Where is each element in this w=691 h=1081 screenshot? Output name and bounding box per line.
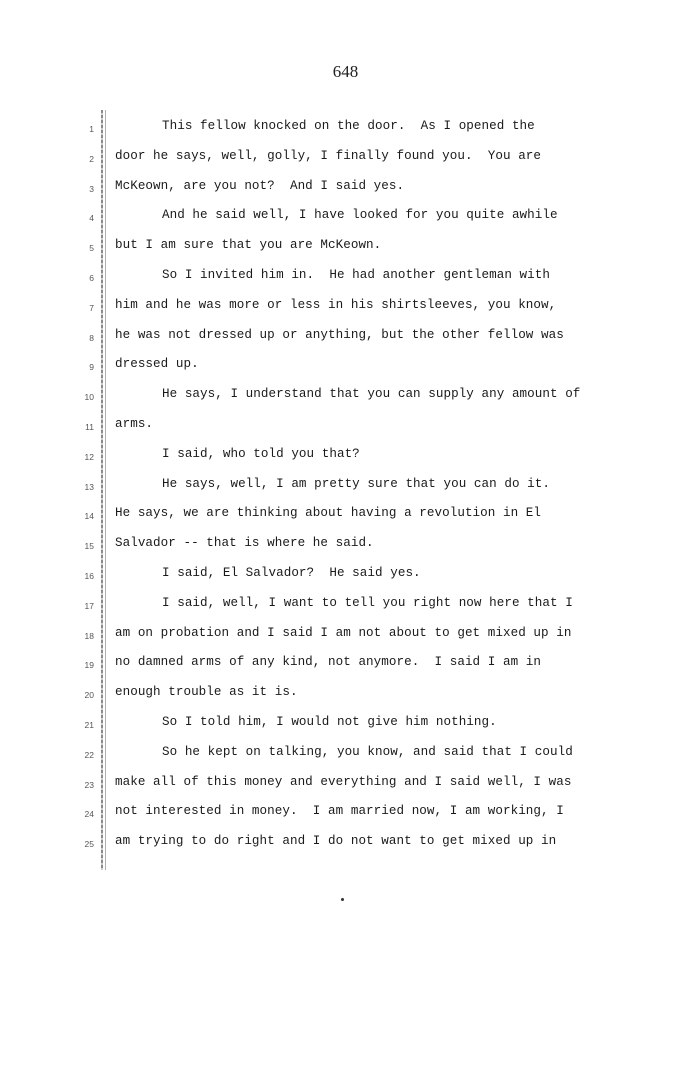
- line-text: am on probation and I said I am not about to get mixed up in: [115, 625, 572, 640]
- line-number: 22: [84, 749, 94, 760]
- page-number: 648: [332, 62, 359, 81]
- transcript-line: [0, 353, 691, 383]
- line-text: no damned arms of any kind, not anymore. I said I am in: [115, 655, 542, 670]
- transcript-line: [0, 622, 691, 652]
- transcript-line: [0, 592, 691, 622]
- line-number: 23: [84, 779, 94, 790]
- line-number: 4: [89, 213, 94, 224]
- line-text: And he said well, I have looked for you quite awhile: [162, 208, 558, 223]
- line-number: 2: [89, 153, 94, 164]
- line-text: not interested in money. I am married now, I am working, I: [115, 804, 564, 819]
- transcript-line: [0, 115, 691, 145]
- line-number: 8: [89, 332, 94, 343]
- line-text: door he says, well, golly, I finally found you. You are: [115, 148, 542, 163]
- transcript-line: [0, 473, 691, 503]
- line-number: 14: [84, 511, 94, 522]
- transcript-line: [0, 413, 691, 443]
- line-number: 1: [89, 124, 94, 134]
- line-text: He says, we are thinking about having a revolution in El: [115, 506, 542, 521]
- transcript-line: [0, 145, 691, 175]
- line-text: but I am sure that you are McKeown.: [115, 238, 382, 253]
- transcript-line: [0, 264, 691, 294]
- transcript-line: [0, 741, 691, 771]
- line-number: 3: [89, 183, 94, 194]
- line-text: So he kept on talking, you know, and said that I could: [162, 744, 573, 759]
- line-number: 25: [84, 839, 94, 850]
- line-number: 7: [89, 302, 94, 313]
- line-text: I said, well, I want to tell you right now here that I: [162, 595, 573, 610]
- transcript-line: [0, 562, 691, 592]
- line-text: So I told him, I would not give him nothing.: [162, 714, 497, 729]
- line-number: 24: [84, 809, 94, 820]
- transcript-line: [0, 175, 691, 205]
- line-number: 9: [89, 362, 94, 373]
- line-text: dressed up.: [115, 357, 199, 372]
- transcript-line: [0, 502, 691, 532]
- line-text: Salvador -- that is where he said.: [115, 536, 374, 551]
- line-text: McKeown, are you not? And I said yes.: [115, 178, 405, 193]
- line-number: 6: [89, 272, 94, 283]
- line-text: I said, El Salvador? He said yes.: [162, 565, 421, 580]
- line-number: 21: [84, 719, 94, 730]
- line-text: This fellow knocked on the door. As I opened the: [162, 119, 535, 133]
- line-number: 10: [84, 392, 94, 403]
- line-number: 18: [84, 630, 94, 641]
- line-text: am trying to do right and I do not want to get mixed up in: [115, 834, 557, 849]
- line-number: 5: [89, 243, 94, 254]
- line-number: 11: [85, 421, 94, 432]
- line-number: 17: [84, 600, 94, 611]
- transcript-line: [0, 324, 691, 354]
- line-number: 19: [84, 660, 94, 671]
- line-number: 12: [84, 451, 94, 462]
- line-text: He says, well, I am pretty sure that you can do it.: [162, 476, 550, 491]
- line-number: 15: [84, 541, 94, 552]
- line-text: he was not dressed up or anything, but the other fellow was: [115, 327, 564, 342]
- line-number: 16: [84, 570, 94, 581]
- line-text: enough trouble as it is.: [115, 685, 298, 700]
- transcript-line: [0, 771, 691, 801]
- line-text: arms.: [115, 416, 154, 431]
- transcript-line: [0, 234, 691, 264]
- transcript-line: [0, 830, 691, 860]
- transcript-line: [0, 532, 691, 562]
- stray-mark: [341, 898, 344, 901]
- line-text: He says, I understand that you can supply any amount of: [162, 387, 581, 402]
- transcript-line: [0, 204, 691, 234]
- line-number: 13: [84, 481, 94, 492]
- line-text: I said, who told you that?: [162, 446, 360, 461]
- line-text: him and he was more or less in his shirtsleeves, you know,: [115, 297, 557, 312]
- line-text: make all of this money and everything and I said well, I was: [115, 774, 572, 789]
- transcript-line: [0, 711, 691, 741]
- transcript-line: [0, 800, 691, 830]
- transcript-line: [0, 383, 691, 413]
- transcript-lines: [0, 115, 691, 860]
- transcript-line: [0, 681, 691, 711]
- transcript-line: [0, 443, 691, 473]
- transcript-line: [0, 294, 691, 324]
- transcript-line: [0, 651, 691, 681]
- line-text: So I invited him in. He had another gentleman with: [162, 267, 550, 282]
- line-number: 20: [84, 690, 94, 701]
